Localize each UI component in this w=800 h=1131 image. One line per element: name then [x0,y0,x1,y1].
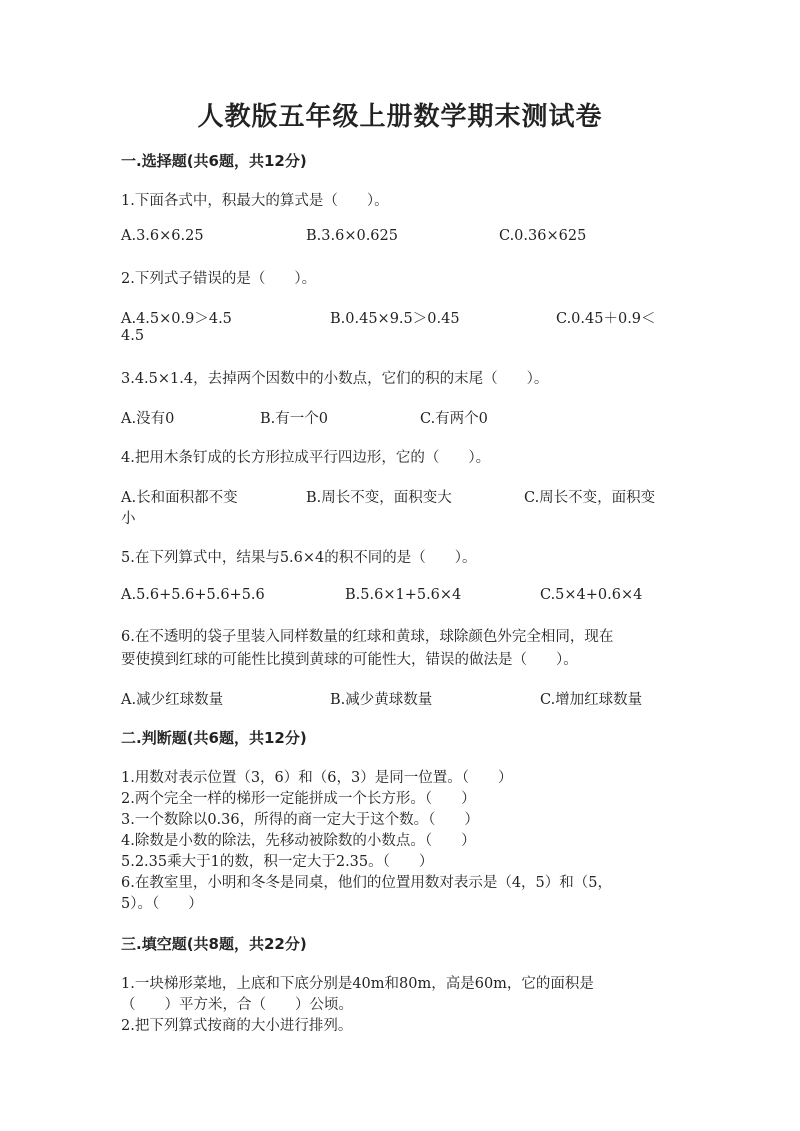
question-4-option-c: C.周长不变，面积变 [524,490,656,506]
question-3-option-a: A.没有0 [121,411,175,427]
judge-item-4: 4.除数是小数的除法，先移动被除数的小数点。（ ） [121,833,476,849]
question-5-option-a: A.5.6+5.6+5.6+5.6 [121,587,265,603]
question-1-stem: 1.下面各式中，积最大的算式是（ ）。 [121,193,389,209]
judge-item-2: 2.两个完全一样的梯形一定能拼成一个长方形。（ ） [121,791,476,807]
judge-item-1: 1.用数对表示位置（3，6）和（6，3）是同一位置。（ ） [121,770,513,786]
question-5-stem: 5.在下列算式中，结果与5.6×4的积不同的是（ ）。 [121,550,477,566]
fill-item-2: 2.把下列算式按商的大小进行排列。 [121,1018,353,1034]
question-6-stem-line-1: 6.在不透明的袋子里装入同样数量的红球和黄球，球除颜色外完全相同，现在 [121,629,614,645]
question-6-option-a: A.减少红球数量 [121,692,224,708]
question-3-option-b: B.有一个0 [260,411,328,427]
question-1-option-b: B.3.6×0.625 [306,228,398,244]
question-4-option-c-wrap: 小 [121,511,136,527]
question-6-option-c: C.增加红球数量 [540,692,643,708]
question-2-option-a: A.4.5×0.9＞4.5 [121,311,232,327]
question-4-stem: 4.把用木条钉成的长方形拉成平行四边形，它的（ ）。 [121,450,491,466]
question-4-option-b: B.周长不变，面积变大 [306,490,452,506]
question-3-option-c: C.有两个0 [420,411,488,427]
section-heading-fill: 三.填空题(共8题，共22分) [121,935,307,953]
judge-item-6: 6.在教室里，小明和冬冬是同桌，他们的位置用数对表示是（4，5）和（5， [121,875,613,891]
question-1-option-a: A.3.6×6.25 [121,228,204,244]
fill-item-1-wrap: （ ）平方米，合（ ）公顷。 [121,997,353,1013]
page-title: 人教版五年级上册数学期末测试卷 [197,102,603,132]
judge-item-6-wrap: 5）。（ ） [121,896,203,912]
question-2-option-c-wrap: 4.5 [121,328,145,344]
question-5-option-c: C.5×4+0.6×4 [540,587,643,603]
question-6-stem-line-2: 要使摸到红球的可能性比摸到黄球的可能性大，错误的做法是（ ）。 [121,652,578,668]
section-heading-choice: 一.选择题(共6题，共12分) [121,152,307,170]
question-2-option-c: C.0.45＋0.9＜ [556,311,656,327]
section-heading-judge: 二.判断题(共6题，共12分) [121,729,307,747]
judge-item-3: 3.一个数除以0.36，所得的商一定大于这个数。（ ） [121,812,479,828]
question-5-option-b: B.5.6×1+5.6×4 [345,587,462,603]
question-4-option-a: A.长和面积都不变 [121,490,238,506]
question-2-stem: 2.下列式子错误的是（ ）。 [121,271,317,287]
question-6-option-b: B.减少黄球数量 [330,692,433,708]
judge-item-5: 5.2.35乘大于1的数，积一定大于2.35。（ ） [121,854,434,870]
question-3-stem: 3.4.5×1.4，去掉两个因数中的小数点，它们的积的末尾（ ）。 [121,371,549,387]
question-1-option-c: C.0.36×625 [499,228,587,244]
fill-item-1: 1.一块梯形菜地，上底和下底分别是40m和80m，高是60m，它的面积是 [121,976,594,992]
question-2-option-b: B.0.45×9.5＞0.45 [330,311,460,327]
